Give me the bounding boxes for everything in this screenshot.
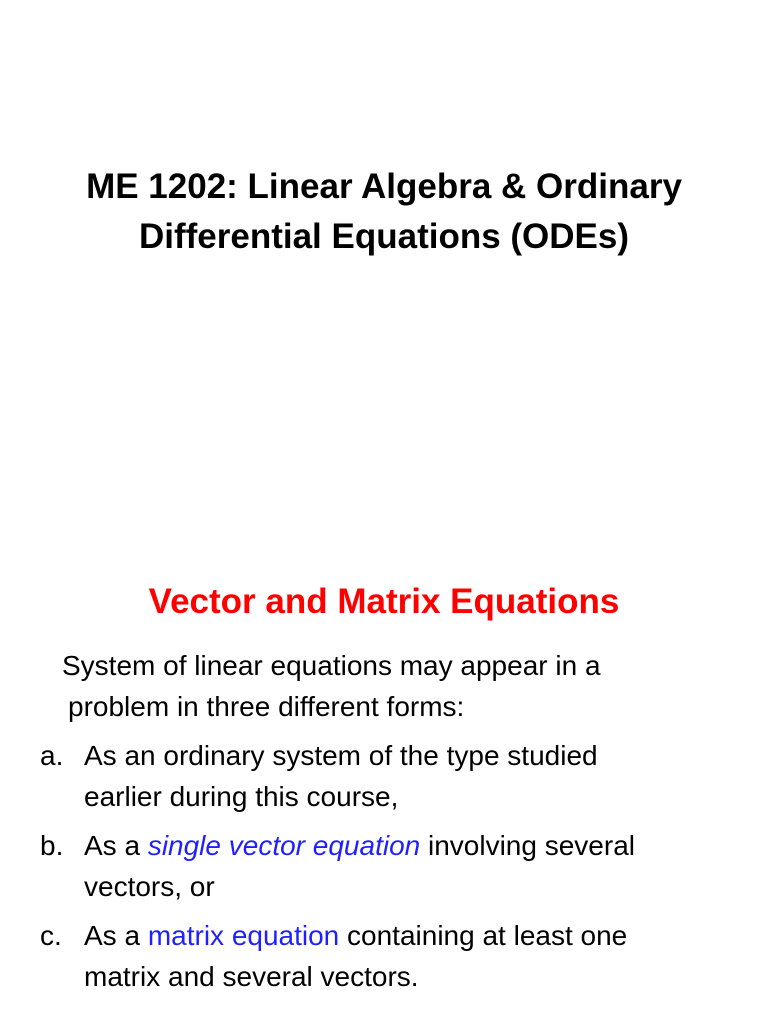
list-marker: b. xyxy=(40,830,64,861)
list-item-prefix: As a xyxy=(84,920,148,951)
list-item-line-1: As an ordinary system of the type studied xyxy=(84,740,598,771)
list-item xyxy=(40,825,740,907)
section-heading: Vector and Matrix Equations xyxy=(148,582,620,621)
intro-line-1: System of linear equations may appear in a xyxy=(62,650,601,681)
list-item-line-1 xyxy=(84,825,740,866)
list-item-suffix: containing at least one xyxy=(339,920,628,951)
intro-paragraph xyxy=(62,645,601,727)
slide-title-line-1: ME 1202: Linear Algebra & Ordinary xyxy=(86,167,682,206)
list-marker: a. xyxy=(40,740,64,771)
list-item-prefix: As a xyxy=(84,830,148,861)
list-item-line-1 xyxy=(84,915,740,956)
slide-title xyxy=(0,162,768,262)
list-item xyxy=(40,735,740,817)
list-item-line-2: earlier during this course, xyxy=(84,781,399,812)
highlight-term: single vector equation xyxy=(147,830,421,861)
intro-line-2: problem in three different forms: xyxy=(68,691,465,722)
slide-title-line-2: Differential Equations (ODEs) xyxy=(138,217,630,256)
list-marker: c. xyxy=(40,920,62,951)
list-item xyxy=(40,915,740,997)
forms-list xyxy=(40,735,740,1005)
list-item-suffix: involving several xyxy=(420,830,635,861)
highlight-term: matrix equation xyxy=(147,920,340,951)
list-item-line-2: matrix and several vectors. xyxy=(84,961,419,992)
list-item-line-2: vectors, or xyxy=(84,871,215,902)
